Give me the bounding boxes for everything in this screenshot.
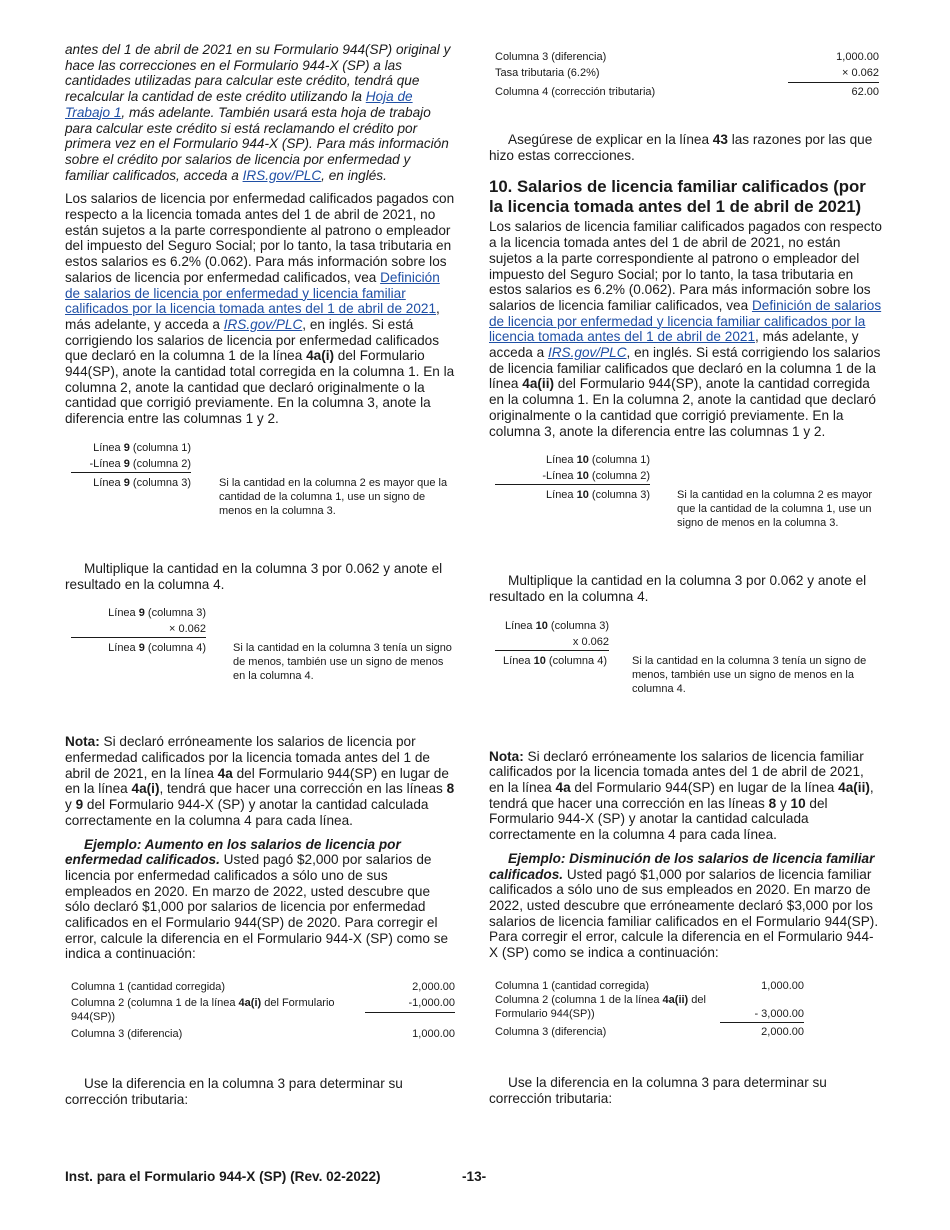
example-table bbox=[65, 980, 457, 1076]
divider bbox=[495, 650, 609, 651]
left-column bbox=[65, 42, 457, 1116]
table-row-label: Columna 1 (cantidad corregida) bbox=[495, 979, 650, 992]
section-10-heading: 10. Salarios de licencia familiar calificados (por la licencia tomada antes del 1 de abril de 2021) bbox=[489, 177, 866, 217]
table-row-value: 1,000.00 bbox=[761, 979, 804, 992]
intro-paragraph: antes del 1 de abril de 2021 en su Formulario 944(SP) original y hace las correcciones en el Formulario 944-X (SP) a las cantidades utilizadas para calcular este crédito, tendrá que recalcular la cantidad de este crédito utilizando la Hoja de Trabajo 1, más adelante. También usará esta hoja de trabajo para calcular este crédito si está reclamando el crédito por primera vez en el Formulario 944-X (SP). Para más información sobre el crédito por salarios de licencia por enfermedad y familiar calificados, acceda a IRS.gov/PLC, en inglés. bbox=[65, 42, 451, 183]
line10-calculation bbox=[489, 453, 882, 573]
divider bbox=[365, 1012, 455, 1013]
worksheet-1-link[interactable]: Hoja de Trabajo 1 bbox=[65, 89, 413, 120]
table-row-value: 2,000.00 bbox=[761, 1025, 804, 1038]
multiply-instruction: Multiplique la cantidad en la columna 3 por 0.062 y anote el resultado en la columna 4. bbox=[489, 573, 867, 604]
page-number: -13- bbox=[462, 1169, 487, 1184]
definition-link[interactable]: Definición de salarios de licencia por enfermedad y licencia familiar calificados por la licencia tomada antes del 1 de abril de 2021 bbox=[65, 269, 440, 317]
table-row-label: Columna 1 (cantidad corregida) bbox=[71, 981, 226, 994]
line9-calculation bbox=[65, 441, 457, 561]
table-row-value: 1,000.00 bbox=[412, 1028, 455, 1041]
line10-multiplication bbox=[489, 619, 882, 749]
explain-paragraph: Asegúrese de explicar en la línea 43 las razones por las que hizo estas correcciones. bbox=[489, 132, 873, 163]
ejemplo-paragraph: Ejemplo: Disminución de los salarios de licencia familiar calificados. Usted pagó $1,000 por salarios de licencia familiar calificados a sólo uno de sus empleados en 2020. En marzo de 2022, usted descubre que erróneamente declaró $3,000 por los salarios de licencia familiar calificados en el Formulario 944(SP). Para corregir el error, calcule la diferencia en el Formulario 944-X (SP) como se indica a continuación: bbox=[489, 850, 879, 961]
footer-form-title: Inst. para el Formulario 944-X (SP) (Rev. 02-2022) bbox=[65, 1169, 381, 1184]
table-row-value: 2,000.00 bbox=[412, 981, 455, 994]
calc-line: Línea 9 (columna 4) bbox=[108, 642, 206, 655]
table-row-value: × 0.062 bbox=[841, 67, 879, 79]
calc-line: Línea 9 (columna 1) bbox=[93, 441, 191, 454]
divider bbox=[788, 82, 879, 83]
irs-plc-link[interactable]: IRS.gov/PLC bbox=[242, 167, 322, 183]
calc-note: Si la cantidad en la columna 2 es mayor que la cantidad de la columna 1, use un signo de menos en la columna 3. bbox=[219, 476, 448, 517]
calc-line: Línea 10 (columna 1) bbox=[546, 454, 650, 467]
calc-note: Si la cantidad en la columna 3 tenía un signo de menos, también use un signo de menos en la columna 4. bbox=[233, 642, 452, 683]
definition-link[interactable]: Definición de salarios de licencia por enfermedad y licencia familiar calificados por la licencia tomada antes del 1 de abril de 2021 bbox=[489, 297, 882, 345]
family-leave-paragraph: Los salarios de licencia familiar calificados pagados con respecto a la licencia tomada antes del 1 de abril de 2021, no están sujetos a la parte correspondiente al patrono o empleador del impuesto del Seguro Social; por lo tanto, la tasa tributaria en estos salarios es 6.2% (0.062). Para más información sobre los salarios de licencia familiar calificados, vea Definición de salarios de licencia por enfermedad y licencia familiar calificados por la licencia tomada antes del 1 de abril de 2021, más adelante, y acceda a IRS.gov/PLC, en inglés. Si está corrigiendo los salarios de licencia familiar calificados que declaró en la columna 1 de la línea 4a(ii) del Formulario 944(SP), anote la cantidad corregida en la columna 1. En la columna 2, anote la cantidad que declaró originalmente o la cantidad que corrigió previamente. En la columna 3, anote la diferencia entre las columnas 1 y 2. bbox=[489, 219, 882, 439]
tax-correction-table bbox=[489, 50, 882, 112]
table-row-value: - 3,000.00 bbox=[754, 1007, 804, 1020]
divider bbox=[720, 1022, 804, 1023]
calc-line: Línea 10 (columna 3) bbox=[505, 619, 609, 632]
divider bbox=[71, 472, 191, 473]
calc-line: -Línea 9 (columna 2) bbox=[89, 457, 191, 470]
calc-line: × 0.062 bbox=[168, 623, 206, 636]
table-row-label: Columna 4 (corrección tributaria) bbox=[495, 86, 656, 98]
right-column bbox=[489, 50, 882, 1114]
divider bbox=[495, 484, 650, 485]
table-row-value: 62.00 bbox=[851, 86, 879, 98]
use-difference-text: Use la diferencia en la columna 3 para determinar su corrección tributaria: bbox=[489, 1074, 827, 1106]
table-row-label: Columna 3 (diferencia) bbox=[495, 1025, 607, 1038]
calc-note: Si la cantidad en la columna 3 tenía un signo de menos, también use un signo de menos en la columna 4. bbox=[632, 654, 867, 695]
calc-line: Línea 10 (columna 4) bbox=[503, 654, 607, 667]
sick-leave-paragraph: Los salarios de licencia por enfermedad calificados pagados con respecto a la licencia tomada antes del 1 de abril de 2021, no están sujetos a la parte correspondiente al patrono o empleador del impuesto del Seguro Social; por lo tanto, la tasa tributaria en estos salarios es 6.2% (0.062). Para más información sobre los salarios de licencia por enfermedad calificados, vea Definición de salarios de licencia por enfermedad y licencia familiar calificados por la licencia tomada antes del 1 de abril de 2021, más adelante, y acceda a IRS.gov/PLC, en inglés. Si está corrigiendo los salarios de licencia por enfermedad calificados que declaró en la columna 1 de la línea 4a(i) del Formulario 944(SP), anote la cantidad total corregida en la columna 1. En la columna 2, anote la cantidad que declaró originalmente o la cantidad que corrigió previamente. En la columna 3, anote la diferencia entre las columnas 1 y 2. bbox=[65, 191, 455, 427]
line9-multiplication bbox=[65, 606, 457, 734]
table-row-label: Tasa tributaria (6.2%) bbox=[495, 67, 600, 79]
example-table bbox=[489, 979, 882, 1075]
table-row-label: Columna 2 (columna 1 de la línea 4a(i) del Formulario 944(SP)) bbox=[71, 997, 335, 1024]
use-difference-text: Use la diferencia en la columna 3 para determinar su corrección tributaria: bbox=[65, 1076, 403, 1107]
calc-line: Línea 9 (columna 3) bbox=[93, 476, 191, 489]
calc-line: Línea 9 (columna 3) bbox=[108, 607, 206, 620]
calc-note: Si la cantidad en la columna 2 es mayor que la cantidad de la columna 1, use un signo de menos en la columna 3. bbox=[677, 489, 873, 530]
divider bbox=[71, 637, 206, 638]
table-row-value: -1,000.00 bbox=[408, 997, 455, 1010]
nota-paragraph: Nota: Si declaró erróneamente los salarios de licencia familiar calificados por la licencia tomada antes del 1 de abril de 2021, en la línea 4a del Formulario 944(SP) en lugar de la línea 4a(ii), tendrá que hacer una corrección en las líneas 8 y 10 del Formulario 944-X (SP) y anotar la cantidad calculada correctamente en la columna 4 para cada línea. bbox=[489, 748, 874, 843]
calc-line: Línea 10 (columna 3) bbox=[546, 489, 650, 502]
nota-paragraph: Nota: Si declaró erróneamente los salarios de licencia por enfermedad calificados por la licencia tomada antes del 1 de abril de 2021, en la línea 4a del Formulario 944(SP) en lugar de en la línea 4a(i), tendrá que hacer una corrección en las líneas 8 y 9 del Formulario 944-X (SP) y anotar la cantidad calculada correctamente en la columna 4 para cada línea. bbox=[65, 734, 455, 828]
calc-line: -Línea 10 (columna 2) bbox=[542, 470, 650, 483]
table-row-value: 1,000.00 bbox=[836, 51, 879, 63]
table-row-label: Columna 3 (diferencia) bbox=[71, 1028, 183, 1041]
table-row-label: Columna 2 (columna 1 de la línea 4a(ii) del Formulario 944(SP)) bbox=[495, 993, 706, 1020]
irs-plc-link[interactable]: IRS.gov/PLC bbox=[547, 345, 627, 361]
irs-plc-link[interactable]: IRS.gov/PLC bbox=[223, 316, 303, 332]
calc-line: x 0.062 bbox=[572, 635, 609, 648]
table-row-label: Columna 3 (diferencia) bbox=[495, 51, 607, 63]
ejemplo-paragraph: Ejemplo: Aumento en los salarios de licencia por enfermedad calificados. Usted pagó $2,000 por salarios de licencia por enfermedad calificados a sólo uno de sus empleados en 2020. En marzo de 2022, usted descubre que sólo declaró $1,000 por salarios de licencia por enfermedad calificados en el Formulario 944(SP) de 2020. Para corregir el error, calcule la diferencia en el Formulario 944-X (SP) como se indica a continuación: bbox=[65, 836, 449, 962]
multiply-instruction: Multiplique la cantidad en la columna 3 por 0.062 y anote el resultado en la columna 4. bbox=[65, 560, 443, 592]
